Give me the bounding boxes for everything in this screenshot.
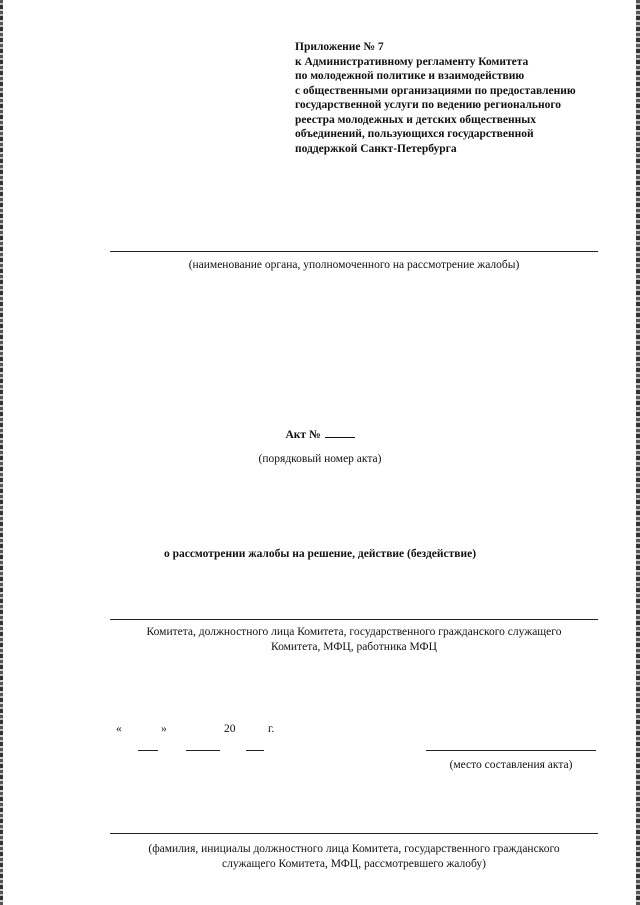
appendix-line: к Административному регламенту Комитета bbox=[295, 55, 529, 68]
date-close-quote: » bbox=[161, 723, 167, 735]
appendix-line: государственной услуги по ведению регионального bbox=[295, 99, 562, 111]
organ-caption: (наименование органа, уполномоченного на рассмотрение жалобы) bbox=[188, 259, 520, 271]
appendix-line: поддержкой Санкт-Петербурга bbox=[295, 142, 457, 155]
appendix-line: по молодежной политике и взаимодействию bbox=[295, 70, 525, 82]
date-year-prefix: 20 bbox=[224, 723, 236, 735]
official-caption bbox=[110, 842, 598, 872]
place-caption: (место составления акта) bbox=[449, 759, 573, 771]
date-year-line bbox=[246, 750, 264, 751]
date-day-line bbox=[138, 750, 158, 751]
act-title bbox=[0, 427, 640, 441]
appendix-header bbox=[295, 40, 625, 156]
official-line bbox=[110, 833, 598, 834]
official-caption-line: служащего Комитета, МФЦ, рассмотревшего жалобу) bbox=[222, 858, 486, 870]
place-line bbox=[426, 750, 596, 751]
date-open-quote: « bbox=[116, 723, 122, 735]
appendix-line: с общественными организациями по предоставлению bbox=[295, 84, 576, 97]
act-subject: о рассмотрении жалобы на решение, действие (бездействие) bbox=[163, 548, 477, 560]
date-year-suffix: г. bbox=[268, 723, 275, 735]
act-title-text: Акт № bbox=[285, 429, 321, 441]
appendix-line: Приложение № 7 bbox=[295, 41, 384, 53]
act-number-caption: (порядковый номер акта) bbox=[258, 453, 382, 465]
committee-caption bbox=[110, 625, 598, 655]
committee-caption-line: Комитета, должностного лица Комитета, государственного гражданского служащего bbox=[146, 626, 562, 638]
act-number-line bbox=[325, 427, 355, 438]
official-caption-line: (фамилия, инициалы должностного лица Комитета, государственного гражданского bbox=[148, 843, 560, 855]
appendix-line: объединений, пользующихся государственной bbox=[295, 128, 534, 140]
appendix-line: реестра молодежных и детских общественных bbox=[295, 113, 536, 126]
committee-line bbox=[110, 619, 598, 620]
date-month-line bbox=[186, 750, 220, 751]
committee-caption-line: Комитета, МФЦ, работника МФЦ bbox=[271, 641, 437, 653]
organ-name-line bbox=[110, 251, 598, 252]
